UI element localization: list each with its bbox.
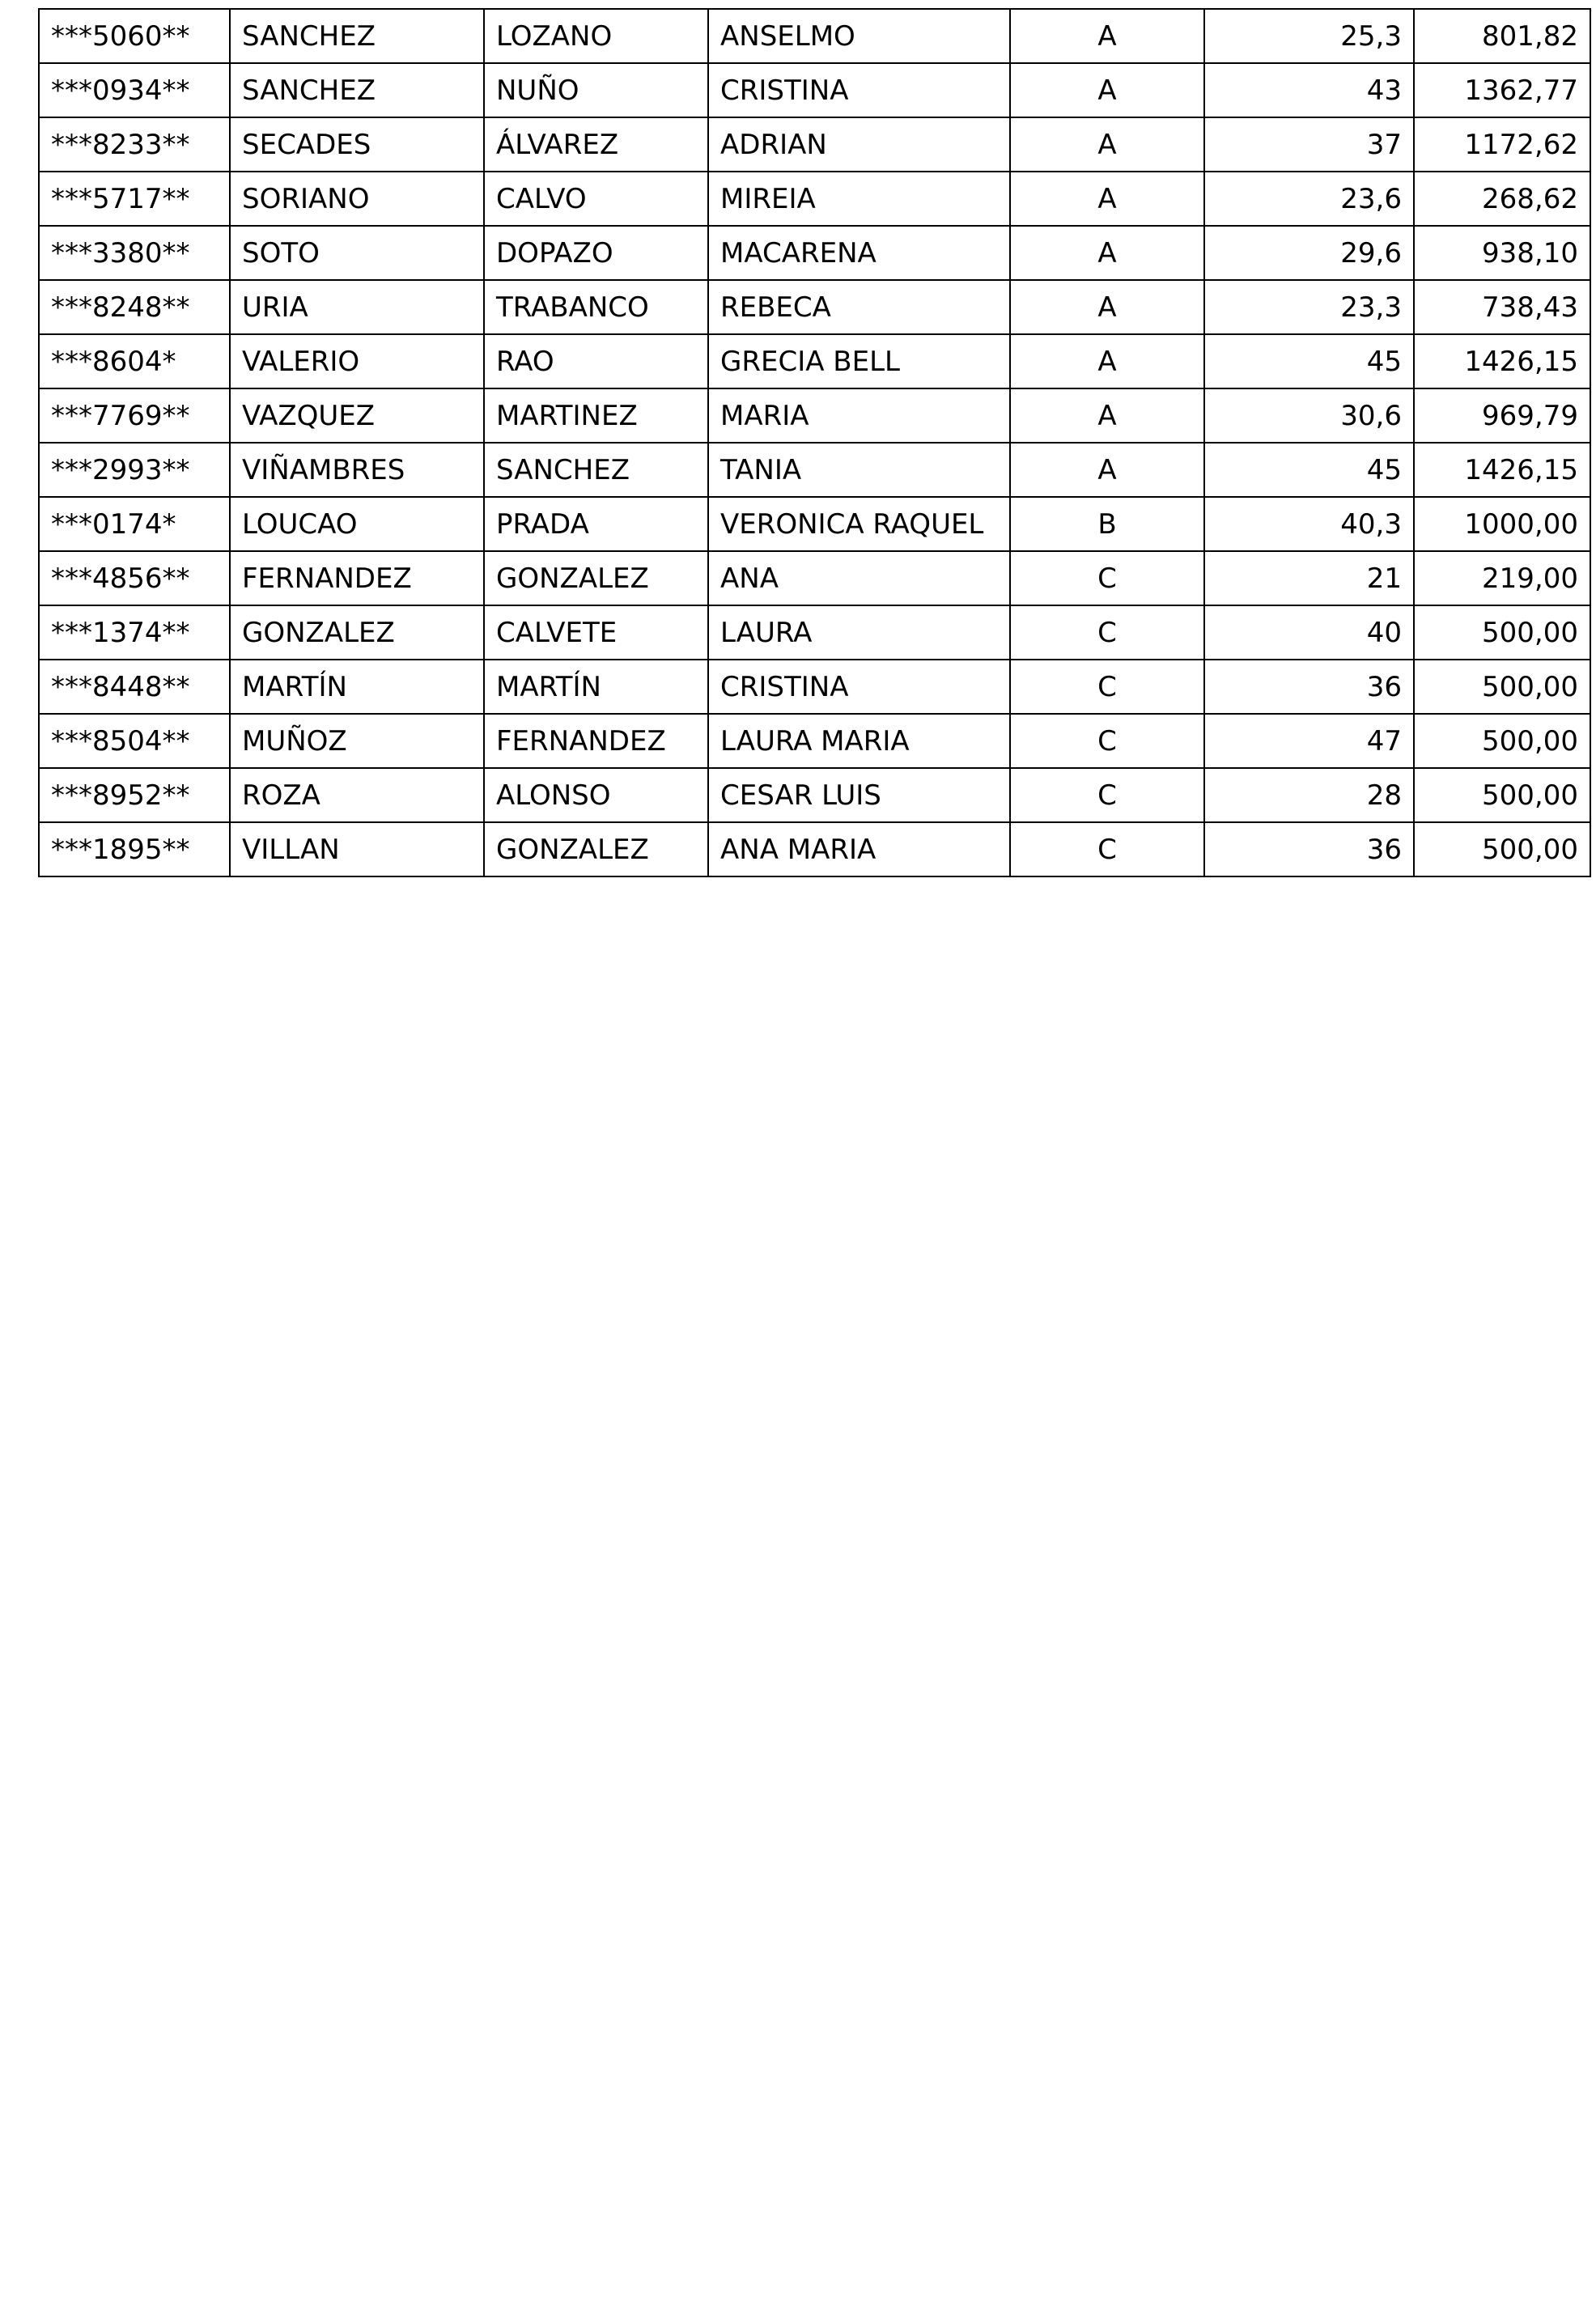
second-surname-cell: ÁLVAREZ	[484, 117, 708, 172]
amount-cell: 1172,62	[1414, 117, 1590, 172]
given-name-cell: MIREIA	[708, 172, 1010, 226]
points-cell: 45	[1204, 334, 1414, 388]
table-body	[39, 9, 1590, 876]
first-surname-cell: ROZA	[230, 768, 484, 822]
points-cell: 36	[1204, 660, 1414, 714]
amount-cell: 500,00	[1414, 605, 1590, 660]
first-surname-cell: FERNANDEZ	[230, 551, 484, 605]
given-name-cell: CRISTINA	[708, 63, 1010, 117]
category-cell: C	[1010, 714, 1204, 768]
amount-cell: 500,00	[1414, 768, 1590, 822]
first-surname-cell: URIA	[230, 280, 484, 334]
category-cell: A	[1010, 172, 1204, 226]
second-surname-cell: RAO	[484, 334, 708, 388]
first-surname-cell: SANCHEZ	[230, 63, 484, 117]
table-row	[39, 172, 1590, 226]
category-cell: A	[1010, 280, 1204, 334]
category-cell: A	[1010, 117, 1204, 172]
first-surname-cell: VALERIO	[230, 334, 484, 388]
points-cell: 43	[1204, 63, 1414, 117]
amount-cell: 268,62	[1414, 172, 1590, 226]
first-surname-cell: SORIANO	[230, 172, 484, 226]
amount-cell: 969,79	[1414, 388, 1590, 443]
masked-id-cell: ***1895**	[39, 822, 230, 876]
given-name-cell: ANSELMO	[708, 9, 1010, 63]
table-row	[39, 280, 1590, 334]
points-cell: 28	[1204, 768, 1414, 822]
points-cell: 25,3	[1204, 9, 1414, 63]
amount-cell: 1000,00	[1414, 497, 1590, 551]
masked-id-cell: ***8248**	[39, 280, 230, 334]
given-name-cell: VERONICA RAQUEL	[708, 497, 1010, 551]
given-name-cell: CESAR LUIS	[708, 768, 1010, 822]
amount-cell: 738,43	[1414, 280, 1590, 334]
amount-cell: 500,00	[1414, 822, 1590, 876]
points-cell: 40	[1204, 605, 1414, 660]
masked-id-cell: ***8448**	[39, 660, 230, 714]
points-cell: 29,6	[1204, 226, 1414, 280]
amount-cell: 801,82	[1414, 9, 1590, 63]
second-surname-cell: DOPAZO	[484, 226, 708, 280]
given-name-cell: MACARENA	[708, 226, 1010, 280]
category-cell: A	[1010, 334, 1204, 388]
amount-cell: 938,10	[1414, 226, 1590, 280]
amount-cell: 500,00	[1414, 660, 1590, 714]
points-cell: 47	[1204, 714, 1414, 768]
points-cell: 23,3	[1204, 280, 1414, 334]
table-row	[39, 226, 1590, 280]
points-cell: 23,6	[1204, 172, 1414, 226]
points-cell: 36	[1204, 822, 1414, 876]
masked-id-cell: ***5717**	[39, 172, 230, 226]
table-row	[39, 117, 1590, 172]
category-cell: A	[1010, 9, 1204, 63]
first-surname-cell: GONZALEZ	[230, 605, 484, 660]
given-name-cell: LAURA MARIA	[708, 714, 1010, 768]
amount-cell: 1426,15	[1414, 443, 1590, 497]
masked-id-cell: ***3380**	[39, 226, 230, 280]
table-row	[39, 714, 1590, 768]
category-cell: C	[1010, 822, 1204, 876]
points-cell: 45	[1204, 443, 1414, 497]
second-surname-cell: GONZALEZ	[484, 822, 708, 876]
category-cell: C	[1010, 551, 1204, 605]
given-name-cell: CRISTINA	[708, 660, 1010, 714]
first-surname-cell: MARTÍN	[230, 660, 484, 714]
masked-id-cell: ***8504**	[39, 714, 230, 768]
first-surname-cell: SOTO	[230, 226, 484, 280]
masked-id-cell: ***5060**	[39, 9, 230, 63]
second-surname-cell: LOZANO	[484, 9, 708, 63]
first-surname-cell: MUÑOZ	[230, 714, 484, 768]
category-cell: C	[1010, 660, 1204, 714]
table-row	[39, 822, 1590, 876]
amount-cell: 219,00	[1414, 551, 1590, 605]
first-surname-cell: VIÑAMBRES	[230, 443, 484, 497]
category-cell: A	[1010, 63, 1204, 117]
beneficiaries-table	[38, 8, 1591, 877]
amount-cell: 500,00	[1414, 714, 1590, 768]
table-row	[39, 334, 1590, 388]
first-surname-cell: SANCHEZ	[230, 9, 484, 63]
points-cell: 30,6	[1204, 388, 1414, 443]
given-name-cell: ADRIAN	[708, 117, 1010, 172]
masked-id-cell: ***0174*	[39, 497, 230, 551]
table-row	[39, 605, 1590, 660]
table-row	[39, 443, 1590, 497]
given-name-cell: LAURA	[708, 605, 1010, 660]
category-cell: A	[1010, 443, 1204, 497]
second-surname-cell: FERNANDEZ	[484, 714, 708, 768]
given-name-cell: ANA MARIA	[708, 822, 1010, 876]
second-surname-cell: CALVETE	[484, 605, 708, 660]
category-cell: A	[1010, 226, 1204, 280]
category-cell: B	[1010, 497, 1204, 551]
masked-id-cell: ***0934**	[39, 63, 230, 117]
second-surname-cell: MARTÍN	[484, 660, 708, 714]
second-surname-cell: TRABANCO	[484, 280, 708, 334]
table-row	[39, 768, 1590, 822]
masked-id-cell: ***7769**	[39, 388, 230, 443]
first-surname-cell: LOUCAO	[230, 497, 484, 551]
table-row	[39, 497, 1590, 551]
second-surname-cell: SANCHEZ	[484, 443, 708, 497]
masked-id-cell: ***2993**	[39, 443, 230, 497]
given-name-cell: MARIA	[708, 388, 1010, 443]
second-surname-cell: GONZALEZ	[484, 551, 708, 605]
category-cell: C	[1010, 605, 1204, 660]
second-surname-cell: PRADA	[484, 497, 708, 551]
first-surname-cell: SECADES	[230, 117, 484, 172]
points-cell: 37	[1204, 117, 1414, 172]
table-row	[39, 660, 1590, 714]
first-surname-cell: VAZQUEZ	[230, 388, 484, 443]
amount-cell: 1362,77	[1414, 63, 1590, 117]
category-cell: C	[1010, 768, 1204, 822]
first-surname-cell: VILLAN	[230, 822, 484, 876]
table-row	[39, 9, 1590, 63]
masked-id-cell: ***8952**	[39, 768, 230, 822]
points-cell: 21	[1204, 551, 1414, 605]
second-surname-cell: CALVO	[484, 172, 708, 226]
second-surname-cell: MARTINEZ	[484, 388, 708, 443]
given-name-cell: ANA	[708, 551, 1010, 605]
points-cell: 40,3	[1204, 497, 1414, 551]
given-name-cell: GRECIA BELL	[708, 334, 1010, 388]
table-row	[39, 551, 1590, 605]
amount-cell: 1426,15	[1414, 334, 1590, 388]
second-surname-cell: NUÑO	[484, 63, 708, 117]
second-surname-cell: ALONSO	[484, 768, 708, 822]
given-name-cell: TANIA	[708, 443, 1010, 497]
masked-id-cell: ***4856**	[39, 551, 230, 605]
table-row	[39, 388, 1590, 443]
table-row	[39, 63, 1590, 117]
masked-id-cell: ***8604*	[39, 334, 230, 388]
masked-id-cell: ***1374**	[39, 605, 230, 660]
category-cell: A	[1010, 388, 1204, 443]
given-name-cell: REBECA	[708, 280, 1010, 334]
masked-id-cell: ***8233**	[39, 117, 230, 172]
